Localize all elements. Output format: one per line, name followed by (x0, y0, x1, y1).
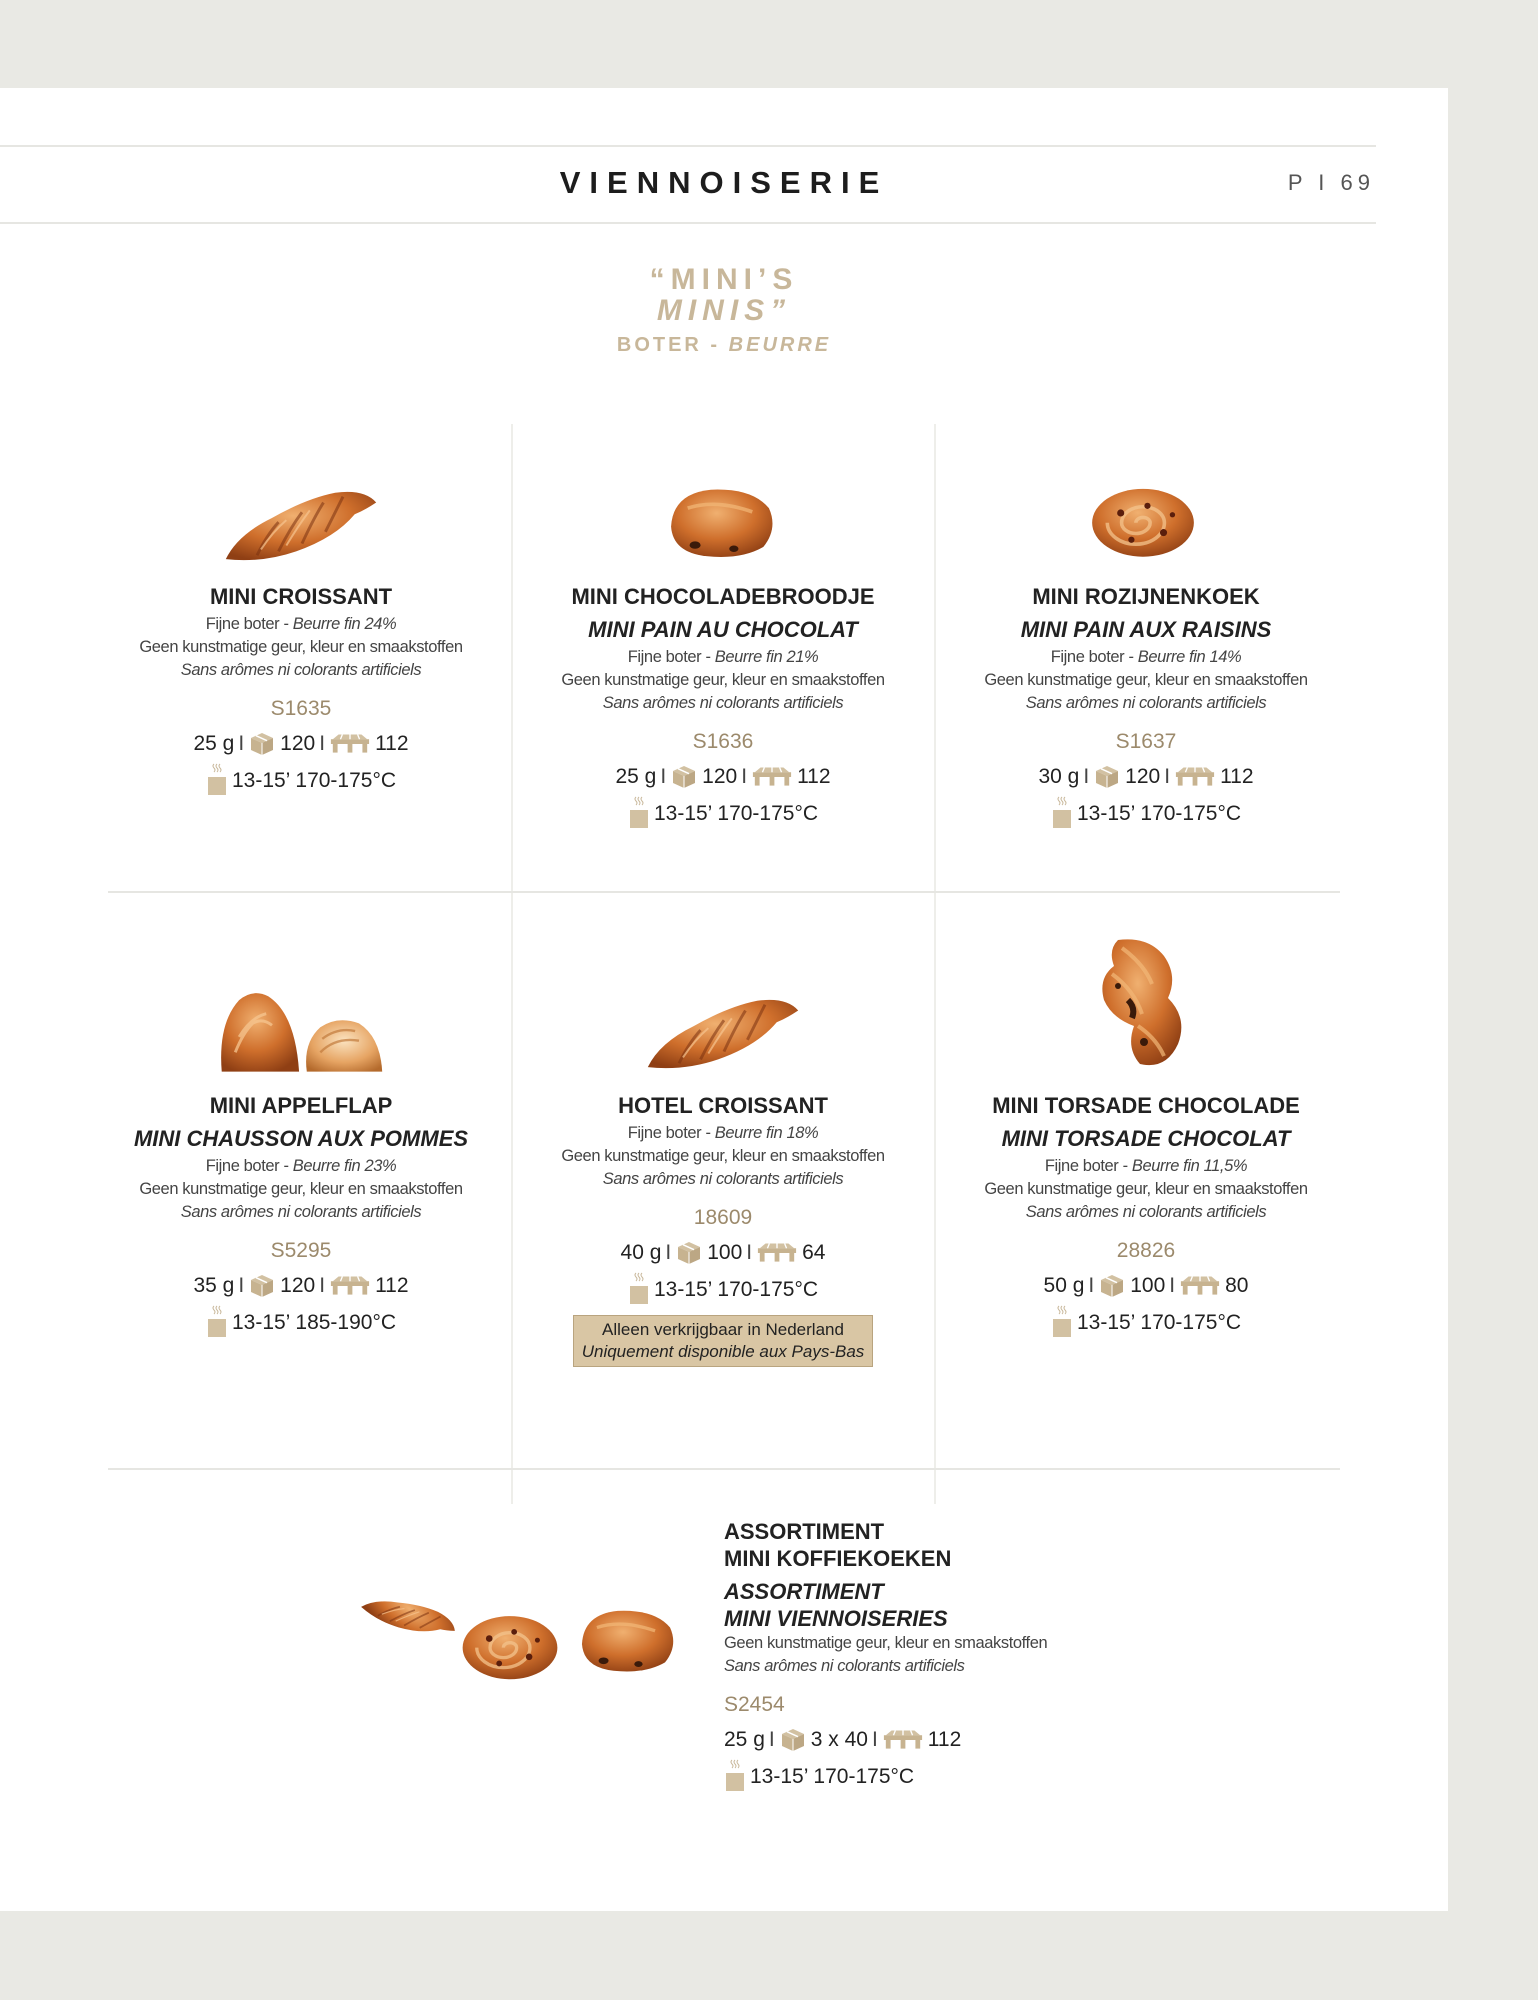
product-code: S1636 (692, 730, 754, 753)
page-title: VIENNOISERIE (559, 165, 889, 200)
raisin-swirl-image (456, 1606, 564, 1686)
bake-time-temp: 13-15’ 170-175°C (1076, 1311, 1242, 1334)
oven-icon (628, 1271, 650, 1305)
oven-icon (724, 1758, 746, 1792)
pallet-icon (1174, 766, 1216, 788)
header-rule-top (0, 145, 1376, 147)
per-pallet: 112 (1220, 765, 1254, 788)
product-specs: 50 g I 100 I 80 (936, 1270, 1356, 1302)
assortment-name-fr-line1: ASSORTIMENT (724, 1579, 884, 1604)
pallet-icon (329, 1275, 371, 1297)
per-box: 100 (1130, 1274, 1166, 1297)
product-name-nl: MINI CHOCOLADEBROODJE (571, 584, 875, 609)
product-specs: 25 g I 3 x 40 I 112 (724, 1724, 1144, 1756)
assortment-card (724, 1518, 1144, 1792)
per-pallet: 112 (375, 732, 409, 755)
product-specs: 35 g I 120 I 112 (91, 1270, 511, 1302)
pallet-icon (882, 1729, 924, 1751)
butter-info: Fijne boter - Beurre fin 18% (627, 1124, 819, 1142)
product-code: S5295 (270, 1239, 332, 1262)
per-pallet: 80 (1225, 1274, 1249, 1297)
baking-instructions (724, 1758, 1144, 1792)
butter-info: Fijne boter - Beurre fin 21% (627, 648, 819, 666)
croissant-image (353, 1564, 467, 1667)
pain-au-chocolat-image (660, 476, 780, 568)
no-additives-fr: Sans arômes ni colorants artificiels (180, 1203, 422, 1221)
baking-instructions (91, 1304, 511, 1338)
page-number: P I 69 (1287, 170, 1375, 195)
croissant-image (218, 480, 384, 570)
croissant-image (640, 988, 806, 1078)
no-additives-fr: Sans arômes ni colorants artificiels (180, 661, 422, 679)
assortment-name-nl-line2: MINI KOFFIEKOEKEN (724, 1546, 952, 1571)
per-box: 120 (280, 1274, 316, 1297)
product-name-nl: MINI APPELFLAP (209, 1093, 393, 1118)
oven-icon (1051, 795, 1073, 829)
assortment-name-nl-line1: ASSORTIMENT (724, 1519, 885, 1544)
per-pallet: 112 (927, 1728, 962, 1751)
section-subtitle (0, 334, 1448, 357)
box-icon (1098, 1273, 1126, 1299)
pallet-icon (329, 733, 371, 755)
product-specs: 25 g I 120 I 112 (513, 761, 933, 793)
bake-time-temp: 13-15’ 170-175°C (1076, 802, 1242, 825)
weight: 30 g (1038, 765, 1080, 788)
pallet-icon (756, 1242, 798, 1264)
availability-note-nl: Alleen verkrijgbaar in Nederland (602, 1320, 844, 1339)
no-additives-fr: Sans arômes ni colorants artificiels (602, 1170, 844, 1188)
no-additives-nl: Geen kunstmatige geur, kleur en smaakstoffen (139, 638, 463, 656)
product-name-nl: HOTEL CROISSANT (618, 1093, 828, 1118)
torsade-image (1078, 934, 1198, 1074)
no-additives-fr: Sans arômes ni colorants artificiels (1025, 1203, 1267, 1221)
bake-time-temp: 13-15’ 170-175°C (653, 802, 819, 825)
section-title-nl: “MINI’S (649, 263, 799, 296)
bake-time-temp: 13-15’ 170-175°C (231, 769, 397, 792)
product-code: 28826 (1116, 1239, 1176, 1262)
per-pallet: 112 (375, 1274, 409, 1297)
catalog-page (0, 88, 1448, 1911)
header-rule-bottom (0, 222, 1376, 224)
beurre-label: BEURRE (728, 334, 832, 356)
no-additives-nl: Geen kunstmatige geur, kleur en smaakstoffen (984, 1180, 1308, 1198)
grid-divider-h2 (108, 1468, 1340, 1470)
weight: 25 g (724, 1728, 765, 1751)
product-card (91, 580, 511, 796)
product-specs: 25 g I 120 I 112 (91, 728, 511, 760)
per-pallet: 112 (797, 765, 831, 788)
butter-info: Fijne boter - Beurre fin 24% (205, 615, 397, 633)
bake-time-temp: 13-15’ 170-175°C (653, 1278, 819, 1301)
no-additives-fr: Sans arômes ni colorants artificiels (1025, 694, 1267, 712)
product-card (91, 1089, 511, 1338)
product-code: S1635 (270, 697, 332, 720)
product-name-nl: MINI CROISSANT (209, 584, 393, 609)
pallet-icon (751, 766, 793, 788)
product-name-nl: MINI TORSADE CHOCOLADE (992, 1093, 1300, 1118)
per-box: 120 (280, 732, 316, 755)
weight: 50 g (1043, 1274, 1085, 1297)
product-name-fr: MINI CHAUSSON AUX POMMES (133, 1126, 469, 1151)
product-name-fr: MINI PAIN AUX RAISINS (1020, 617, 1272, 642)
product-card (513, 1089, 933, 1367)
box-icon (779, 1727, 807, 1753)
apple-turnover-image (214, 983, 388, 1083)
per-box: 120 (702, 765, 738, 788)
weight: 40 g (620, 1241, 662, 1264)
box-icon (248, 1273, 276, 1299)
product-specs: 30 g I 120 I 112 (936, 761, 1356, 793)
availability-note (573, 1315, 874, 1367)
product-code: S1637 (1115, 730, 1177, 753)
no-additives-nl: Geen kunstmatige geur, kleur en smaakstoffen (984, 671, 1308, 689)
pain-au-chocolat-image (572, 1600, 680, 1680)
product-code: S2454 (724, 1693, 785, 1716)
per-box: 3 x 40 (810, 1728, 868, 1751)
product-card (936, 1089, 1356, 1338)
product-name-nl: MINI ROZIJNENKOEK (1032, 584, 1260, 609)
box-icon (670, 764, 698, 790)
butter-info: Fijne boter - Beurre fin 11,5% (1044, 1157, 1248, 1175)
product-card (513, 580, 933, 829)
product-code: 18609 (693, 1206, 753, 1229)
raisin-swirl-image (1085, 478, 1201, 564)
box-icon (1093, 764, 1121, 790)
oven-icon (628, 795, 650, 829)
butter-info: Fijne boter - Beurre fin 14% (1050, 648, 1242, 666)
assortment-name-fr-line2: MINI VIENNOISERIES (724, 1606, 948, 1631)
no-additives-nl: Geen kunstmatige geur, kleur en smaakstoffen (724, 1634, 1048, 1652)
no-additives-nl: Geen kunstmatige geur, kleur en smaakstoffen (561, 671, 885, 689)
section-title-fr: MINIS” (656, 294, 792, 327)
oven-icon (1051, 1304, 1073, 1338)
no-additives-nl: Geen kunstmatige geur, kleur en smaakstoffen (139, 1180, 463, 1198)
weight: 35 g (193, 1274, 235, 1297)
baking-instructions (936, 1304, 1356, 1338)
weight: 25 g (615, 765, 657, 788)
bake-time-temp: 13-15’ 170-175°C (750, 1765, 915, 1788)
oven-icon (206, 1304, 228, 1338)
grid-divider-h1 (108, 891, 1340, 893)
baking-instructions (91, 762, 511, 796)
baking-instructions (513, 795, 933, 829)
baking-instructions (513, 1271, 933, 1305)
availability-note-fr: Uniquement disponible aux Pays-Bas (581, 1342, 865, 1361)
no-additives-fr: Sans arômes ni colorants artificiels (602, 694, 844, 712)
weight: 25 g (193, 732, 235, 755)
product-specs: 40 g I 100 I 64 (513, 1237, 933, 1269)
product-name-fr: MINI TORSADE CHOCOLAT (1001, 1126, 1291, 1151)
boter-label: BOTER - (616, 334, 729, 356)
no-additives-nl: Geen kunstmatige geur, kleur en smaakstoffen (561, 1147, 885, 1165)
product-name-fr: MINI PAIN AU CHOCOLAT (588, 617, 858, 642)
baking-instructions (936, 795, 1356, 829)
no-additives-fr: Sans arômes ni colorants artificiels (724, 1657, 965, 1675)
box-icon (248, 731, 276, 757)
per-box: 120 (1125, 765, 1161, 788)
product-card (936, 580, 1356, 829)
per-box: 100 (707, 1241, 743, 1264)
box-icon (675, 1240, 703, 1266)
bake-time-temp: 13-15’ 185-190°C (231, 1311, 397, 1334)
oven-icon (206, 762, 228, 796)
pallet-icon (1179, 1275, 1221, 1297)
butter-info: Fijne boter - Beurre fin 23% (205, 1157, 397, 1175)
per-pallet: 64 (802, 1241, 826, 1264)
